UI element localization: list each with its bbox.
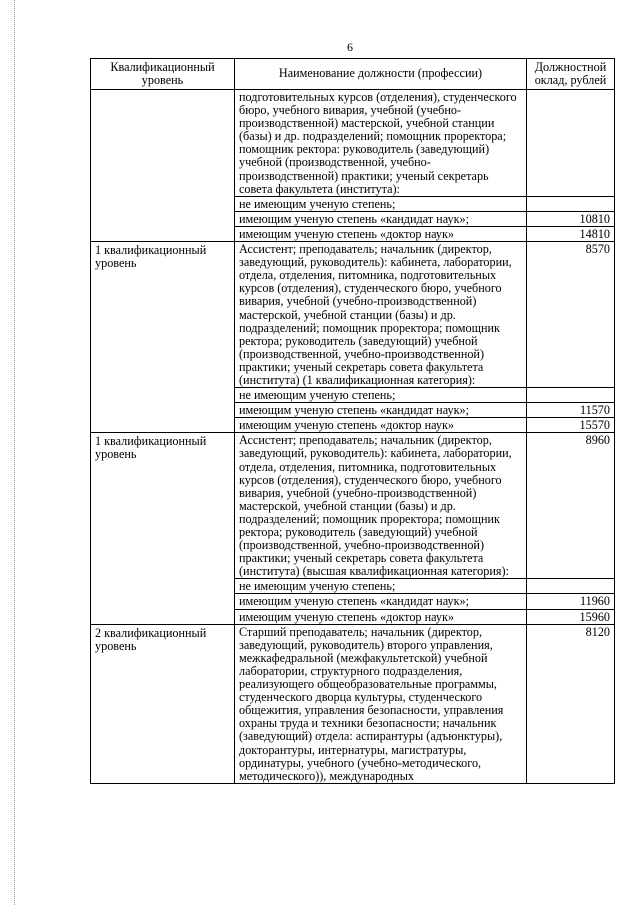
salary-amount: 15960 (527, 609, 615, 624)
salary-amount: 11960 (527, 594, 615, 609)
position-description: Старший преподаватель; начальник (директор, заведующий, руководитель) второго управления, межкафедральной (межфакультетской) учебной лаборатории, структурного подразделения, реализующего общеобразовательные программы, студенческого дворца культуры, студенческого общежития, управления безопасности, управления охраны труда и техники безопасности; начальник (заведующий) отдела: аспирантуры (адъюнктуры), докторантуры, интернатуры, магистратуры, ординатуры, учебного (учебно-методического, методического)), международных (235, 624, 527, 783)
degree-condition: имеющим ученую степень «кандидат наук»; (235, 403, 527, 418)
degree-condition: не имеющим ученую степень; (235, 388, 527, 403)
position-description: Ассистент; преподаватель; начальник (директор, заведующий, руководитель): кабинета, лаборатории, отдела, отделения, питомника, подготовительных курсов (отделения), студенческого бюро, учебного вивария, учебной (учебно-производственной) мастерской, учебной станции (базы) и др. подразделений; помощник проректора; помощник ректора; руководитель (заведующий) учебной (производственной, учебно-производственной) практики; ученый секретарь совета факультета (института) (высшая квалификационная категория): (235, 433, 527, 579)
scan-edge-line (14, 0, 15, 905)
table-row (91, 90, 615, 197)
header-salary: Должностной оклад, рублей (527, 59, 615, 90)
salary-amount: 10810 (527, 211, 615, 226)
base-salary: 8570 (527, 242, 615, 388)
position-description: подготовительных курсов (отделения), студенческого бюро, учебного вивария, учебной (учебно-производственной) мастерской, учебной станции (базы) и др. подразделений; помощник проректора; помощник ректора: руководитель (заведующий) учебной (производственной, учебно-производственной) практики; ученый секретарь совета факультета (института): (235, 90, 527, 197)
degree-condition: имеющим ученую степень «кандидат наук»; (235, 594, 527, 609)
salary-amount: 11570 (527, 403, 615, 418)
degree-condition: имеющим ученую степень «доктор наук» (235, 226, 527, 241)
table-body (91, 90, 615, 784)
page-number: 6 (347, 40, 353, 54)
base-salary (527, 90, 615, 197)
table-row (91, 242, 615, 388)
table-row (91, 433, 615, 579)
salary-amount: 14810 (527, 226, 615, 241)
salary-amount (527, 196, 615, 211)
table-header-row (91, 59, 615, 90)
header-level: Квалификационный уровень (91, 59, 235, 90)
salary-table (90, 58, 615, 784)
salary-amount (527, 388, 615, 403)
table-row (91, 624, 615, 783)
salary-amount (527, 579, 615, 594)
base-salary: 8120 (527, 624, 615, 783)
position-description: Ассистент; преподаватель; начальник (директор, заведующий, руководитель): кабинета, лаборатории, отдела, отделения, питомника, подготовительных курсов (отделения), студенческого бюро, учебного вивария, учебной (учебно-производственной) мастерской, учебной станции (базы) и др. подразделений; помощник проректора; помощник ректора; руководитель (заведующий) учебной (производственной, учебно-производственной) практики; ученый секретарь совета факультета (института) (1 квалификационная категория): (235, 242, 527, 388)
qualification-level (91, 90, 235, 242)
qualification-level: 1 квалификационный уровень (91, 433, 235, 624)
salary-amount: 15570 (527, 418, 615, 433)
degree-condition: имеющим ученую степень «кандидат наук»; (235, 211, 527, 226)
base-salary: 8960 (527, 433, 615, 579)
degree-condition: имеющим ученую степень «доктор наук» (235, 418, 527, 433)
qualification-level: 2 квалификационный уровень (91, 624, 235, 783)
header-position: Наименование должности (профессии) (235, 59, 527, 90)
degree-condition: имеющим ученую степень «доктор наук» (235, 609, 527, 624)
degree-condition: не имеющим ученую степень; (235, 196, 527, 211)
qualification-level: 1 квалификационный уровень (91, 242, 235, 433)
degree-condition: не имеющим ученую степень; (235, 579, 527, 594)
